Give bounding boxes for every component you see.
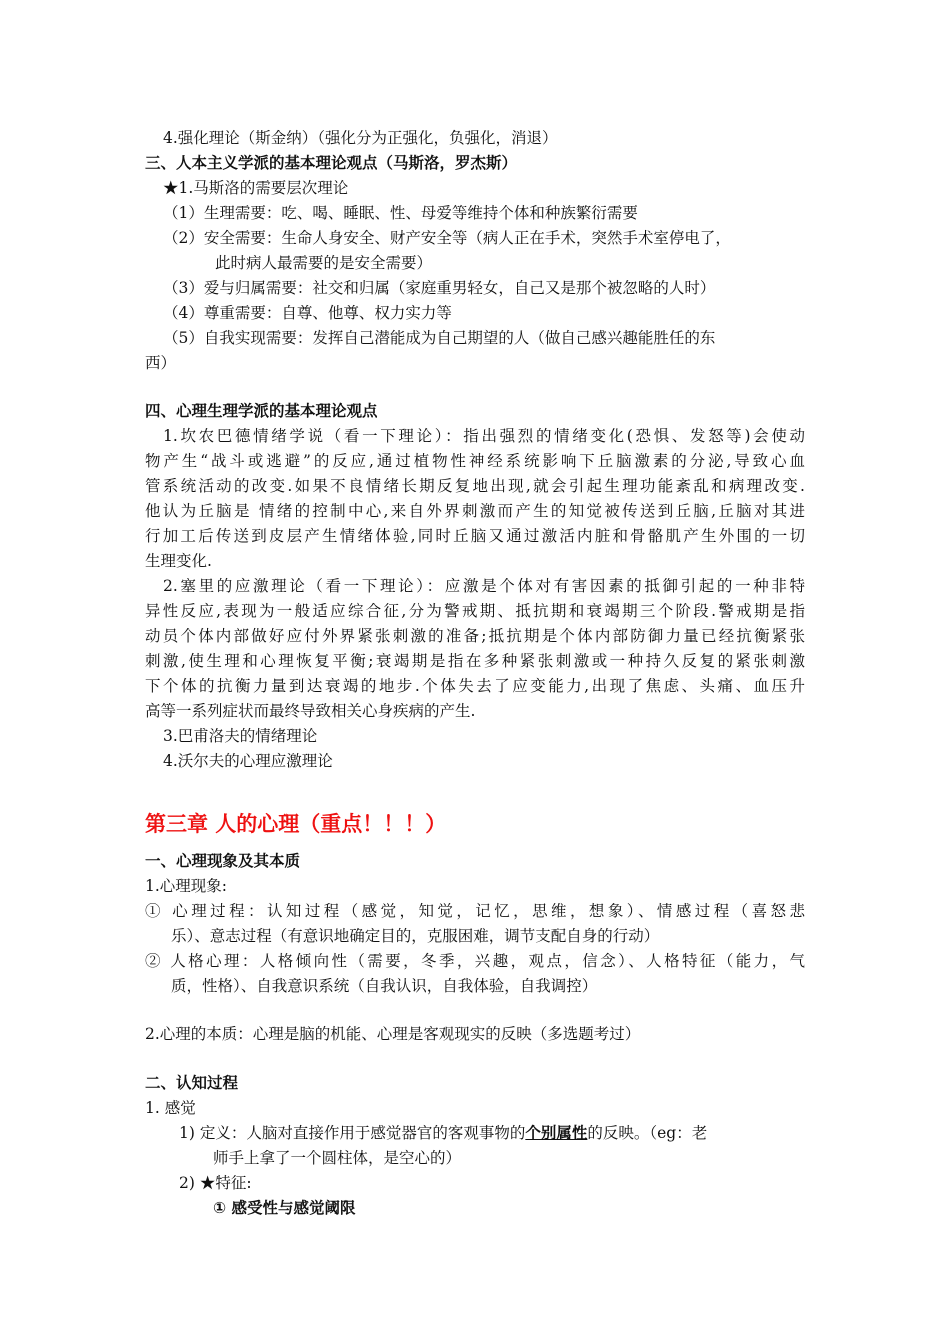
list-item: ② 人格心理：人格倾向性（需要，冬季，兴趣，观点，信念）、人格特征（能力，气 [145, 952, 805, 970]
paragraph-line: 物产生“战斗或逃避”的反应,通过植物性神经系统影响下丘脑激素的分泌,导致心血 [145, 452, 805, 470]
text-line: （5）自我实现需要：发挥自己潜能成为自己期望的人（做自己感兴趣能胜任的东 [163, 329, 716, 347]
underlined-term: 个别属性 [525, 1124, 588, 1142]
text-line: 4.沃尔夫的心理应激理论 [163, 752, 333, 770]
text-line: 2) ★特征: [179, 1174, 252, 1192]
section-heading: 四、心理生理学派的基本理论观点 [145, 402, 378, 420]
text-line: ★1.马斯洛的需要层次理论 [163, 179, 349, 197]
paragraph-line: 管系统活动的改变.如果不良情绪长期反复地出现,就会引起生理功能紊乱和病理改变. [145, 477, 805, 495]
text-line: （2）安全需要：生命人身安全、财产安全等（病人正在手术，突然手术室停电了， [163, 229, 731, 247]
paragraph-line: 动员个体内部做好应付外界紧张刺激的准备;抵抗期是个体内部防御力量已经抗衡紧张 [145, 627, 805, 645]
text-line: 1. 感觉 [145, 1099, 196, 1117]
chapter-title: 第三章 人的心理（重点！！！） [145, 812, 447, 836]
text-line: 此时病人最需要的是安全需要） [215, 254, 433, 272]
text-line: （4）尊重需要：自尊、他尊、权力实力等 [163, 304, 452, 322]
section-heading: 二、认知过程 [145, 1074, 239, 1092]
section-heading: 一、心理现象及其本质 [145, 852, 301, 870]
paragraph-line: 2.塞里的应激理论（看一下理论）：应激是个体对有害因素的抵御引起的一种非特 [163, 577, 805, 595]
paragraph-line: 生理变化. [145, 552, 212, 570]
section-heading: 三、人本主义学派的基本理论观点（马斯洛，罗杰斯） [145, 154, 518, 172]
text-line: 3.巴甫洛夫的情绪理论 [163, 727, 318, 745]
paragraph-line: 异性反应,表现为一般适应综合征,分为警戒期、抵抗期和衰竭期三个阶段.警戒期是指 [145, 602, 805, 620]
text-line: 西） [145, 354, 177, 372]
paragraph-line: 他认为丘脑是 情绪的控制中心,来自外界刺激而产生的知觉被传送到丘脑,丘脑对其进 [145, 502, 805, 520]
list-item: ① 心理过程：认知过程（感觉，知觉，记忆，思维，想象）、情感过程（喜怒悲 [145, 902, 805, 920]
list-item: 乐）、意志过程（有意识地确定目的，克服困难，调节支配自身的行动） [171, 927, 660, 945]
text-line: 2.心理的本质：心理是脑的机能、心理是客观现实的反映（多选题考过） [145, 1025, 641, 1043]
definition-text: 1) 定义：人脑对直接作用于感觉器官的客观事物的 [179, 1124, 526, 1142]
text-line: 1.心理现象: [145, 877, 228, 895]
text-line: （3）爱与归属需要：社交和归属（家庭重男轻女，自己又是那个被忽略的人时） [163, 279, 716, 297]
paragraph-line: 1.坎农巴德情绪学说（看一下理论）：指出强烈的情绪变化(恐惧、发怒等)会使动 [163, 427, 805, 445]
text-line: 师手上拿了一个圆柱体，是空心的） [213, 1149, 462, 1167]
paragraph-line: 行加工后传送到皮层产生情绪体验,同时丘脑又通过激活内脏和骨骼肌产生外围的一切 [145, 527, 805, 545]
paragraph-line: 下个体的抗衡力量到达衰竭的地步.个体失去了应变能力,出现了焦虑、头痛、血压升 [145, 677, 805, 695]
text-line: 4.强化理论（斯金纳）（强化分为正强化，负强化，消退） [163, 129, 558, 147]
paragraph-line: 高等一系列症状而最终导致相关心身疾病的产生. [145, 702, 476, 720]
subheading: ① 感受性与感觉阈限 [213, 1199, 356, 1217]
text-line: （1）生理需要：吃、喝、睡眠、性、母爱等维持个体和种族繁衍需要 [163, 204, 638, 222]
definition-text: 的反映。（eg：老 [587, 1124, 708, 1142]
paragraph-line: 刺激,使生理和心理恢复平衡;衰竭期是指在多种紧张刺激或一种持久反复的紧张刺激 [145, 652, 805, 670]
definition-line [179, 1121, 707, 1146]
list-item: 质，性格）、自我意识系统（自我认识，自我体验，自我调控） [171, 977, 598, 995]
